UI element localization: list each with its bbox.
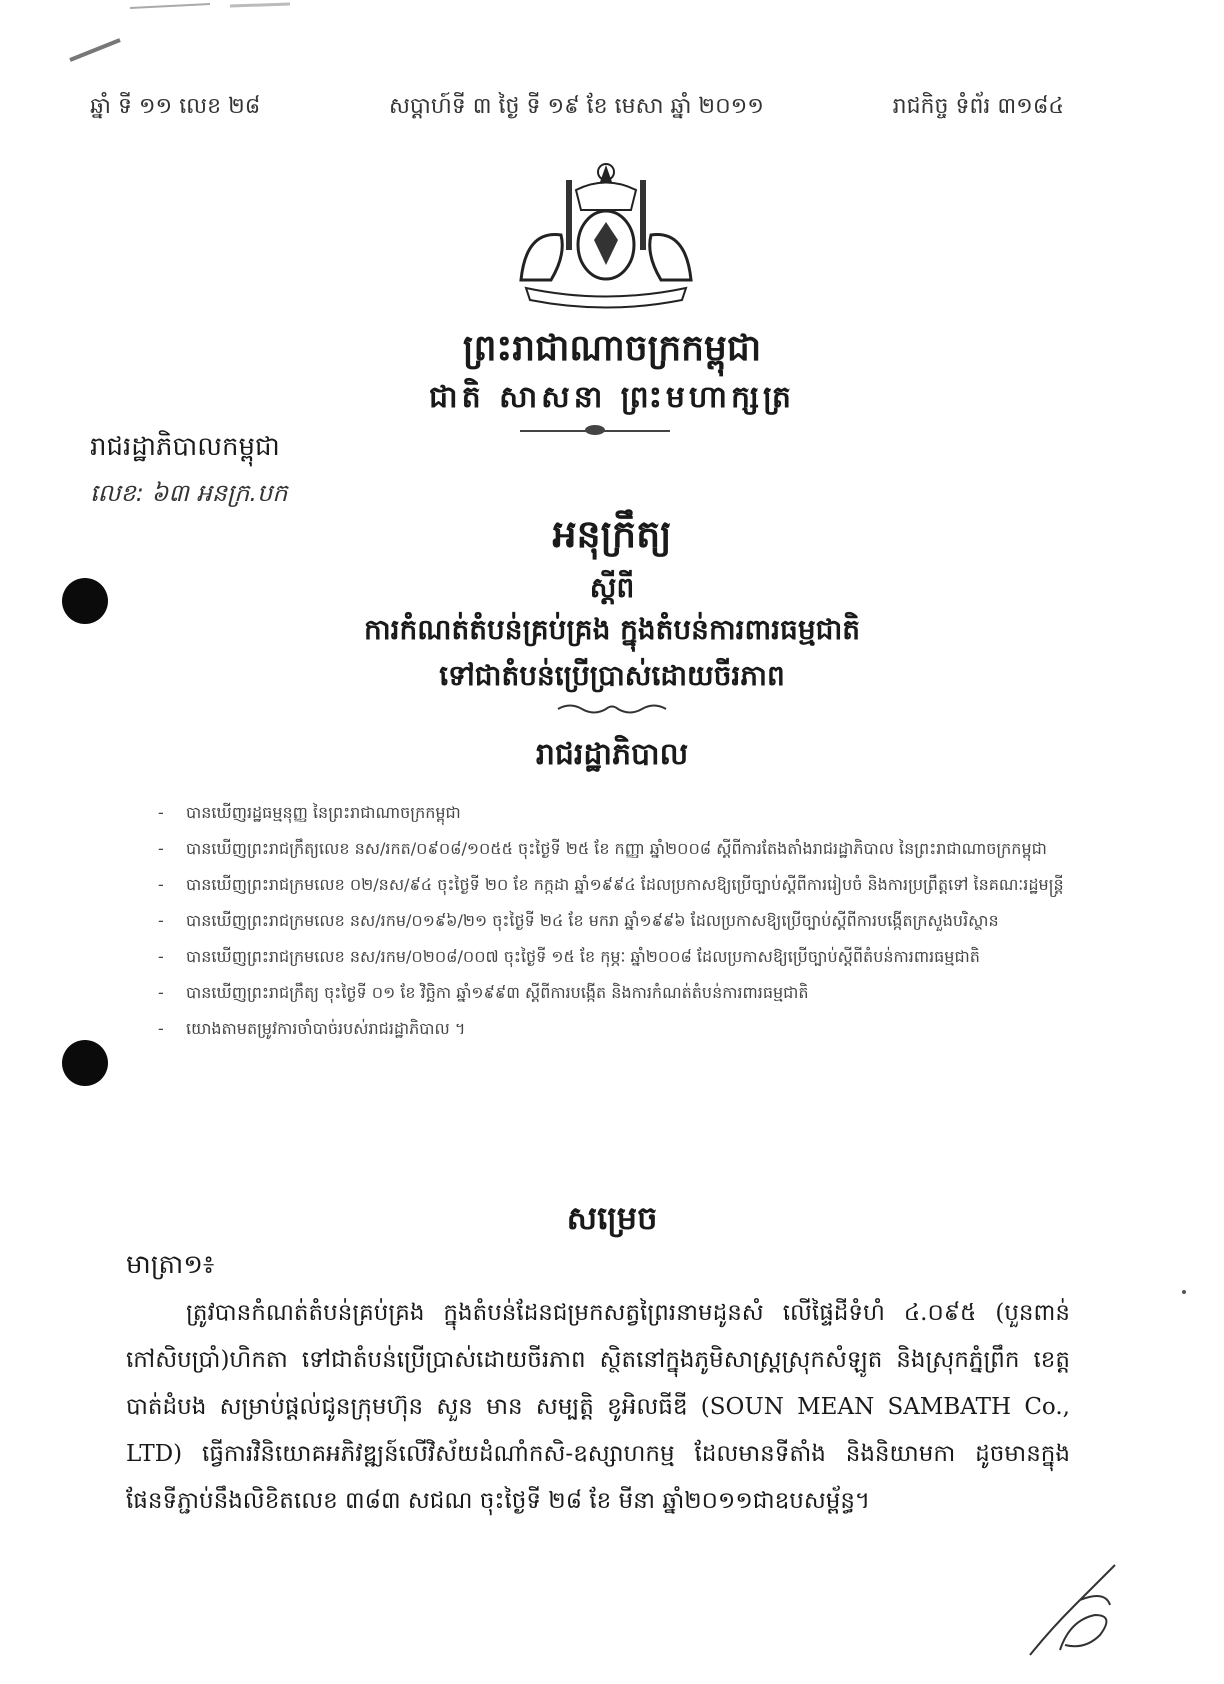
article-label: មាត្រា១៖ bbox=[126, 1250, 215, 1280]
scan-speck bbox=[1182, 1290, 1186, 1294]
list-item: - បានឃើញព្រះរាជក្រមលេខ នស/រកម/០១៩៦/២១ ចុះថ្ងៃទី ២៤ ខែ មករា ឆ្នាំ១៩៩៦ ដែលប្រកាសឱ្យប្រើច្បាប់ស្តីពីការបង្កើតក្រសួងបរិស្ថាន bbox=[158, 908, 1068, 934]
decorative-ornament bbox=[556, 702, 668, 716]
reference-number: លេខ: ៦៣ អនក្រ.បក bbox=[90, 479, 288, 507]
list-item: - បានឃើញព្រះរាជក្រឹត្យ ចុះថ្ងៃទី ០១ ខែ វិច្ឆិកា ឆ្នាំ១៩៩៣ ស្តីពីការបង្កើត និងការកំណត់តំបន់ការពារធម្មជាតិ bbox=[158, 980, 1068, 1006]
divider-ornament bbox=[585, 425, 605, 435]
gazette-header bbox=[90, 92, 1064, 124]
list-item: - បានឃើញព្រះរាជក្រមលេខ ០២/នស/៩៤ ចុះថ្ងៃទី ២០ ខែ កក្កដា ឆ្នាំ១៩៩៤ ដែលប្រកាសឱ្យប្រើច្បាប់ស្តីពីការរៀបចំ និងការប្រព្រឹត្តទៅ នៃគណៈរដ្ឋមន្ត្រី bbox=[158, 872, 1068, 898]
list-item: - បានឃើញព្រះរាជក្រឹត្យលេខ នស/រកត/០៩០៨/១០៥៥ ចុះថ្ងៃទី ២៥ ខែ កញ្ញា ឆ្នាំ២០០៨ ស្តីពីការតែងតាំងរាជរដ្ឋាភិបាល នៃព្រះរាជាណាចក្រកម្ពុជា bbox=[158, 836, 1068, 862]
scan-smudge-mark bbox=[60, 0, 300, 90]
issuing-organization: រាជរដ្ឋាភិបាលកម្ពុជា bbox=[90, 432, 280, 462]
legal-references-list bbox=[158, 800, 1068, 1052]
government-heading: រាជរដ្ឋាភិបាល bbox=[535, 737, 689, 772]
kingdom-name: ព្រះរាជាណាចក្រកម្ពុជា bbox=[462, 327, 762, 369]
decision-heading: សម្រេច bbox=[566, 1199, 658, 1237]
royal-coat-of-arms-emblem bbox=[506, 160, 706, 315]
subject-line-2: ទៅជាតំបន់ប្រើប្រាស់ដោយចីរភាព bbox=[439, 659, 785, 692]
year-issue: ឆ្នាំ ទី ១១ លេខ ២៨ bbox=[90, 94, 261, 119]
document-type-title: អនុក្រឹត្យ bbox=[552, 511, 672, 556]
binder-hole-bottom bbox=[62, 1040, 108, 1086]
about-label: ស្តីពី bbox=[589, 571, 635, 604]
national-motto: ជាតិ សាសនា ព្រះមហាក្សត្រ bbox=[429, 380, 795, 415]
list-item: - បានឃើញរដ្ឋធម្មនុញ្ញ នៃព្រះរាជាណាចក្រកម្ពុជា bbox=[158, 800, 1068, 826]
handwritten-initial-signature bbox=[1020, 1560, 1130, 1660]
gazette-page-number: រាជកិច្ច ទំព័រ ៣១៨៤ bbox=[892, 94, 1064, 119]
publication-date: សប្តាហ៍ទី ៣ ថ្ងៃ ទី ១៩ ខែ មេសា ឆ្នាំ ២០១១ bbox=[388, 94, 764, 119]
binder-hole-top bbox=[62, 578, 108, 624]
list-item: - បានឃើញព្រះរាជក្រមលេខ នស/រកម/០២០៨/០០៧ ចុះថ្ងៃទី ១៥ ខែ កុម្ភៈ ឆ្នាំ២០០៨ ដែលប្រកាសឱ្យប្រើច្បាប់ស្តីពីតំបន់ការពារធម្មជាតិ bbox=[158, 944, 1068, 970]
list-item: - យោងតាមតម្រូវការចាំបាច់របស់រាជរដ្ឋាភិបាល ។ bbox=[158, 1016, 1068, 1042]
subject-line-1: ការកំណត់តំបន់គ្រប់គ្រង ក្នុងតំបន់ការពារធម្មជាតិ bbox=[363, 613, 861, 646]
article-body-text: ត្រូវបានកំណត់តំបន់គ្រប់គ្រង ក្នុងតំបន់ដែនជម្រកសត្វព្រៃរនាមដូនសំ លើផ្ទៃដីទំហំ ៤.០៩៥ (បួនពាន់ កៅសិបប្រាំ)ហិកតា ទៅជាតំបន់ប្រើប្រាស់ដោយចីរភាព ស្ថិតនៅក្នុងភូមិសាស្ត្រស្រុកសំឡូត និងស្រុកភ្នំព្រឹក ខេត្តបាត់ដំបង សម្រាប់ផ្តល់ជូនក្រុមហ៊ុន សួន មាន សម្បត្តិ ខូអិលធីឌី (SOUN MEAN SAMBATH Co., LTD) ធ្វើការវិនិយោគអភិវឌ្ឍន៍លើវិស័យដំណាំកសិ-ឧស្សាហកម្ម ដែលមានទីតាំង និងនិយាមកា ដូចមានក្នុងផែនទីភ្ជាប់នឹងលិខិតលេខ ៣៨៣ សជណ ចុះថ្ងៃទី ២៨ ខែ មីនា ឆ្នាំ២០១១ជាឧបសម្ព័ន្ធ។ bbox=[126, 1300, 1070, 1514]
